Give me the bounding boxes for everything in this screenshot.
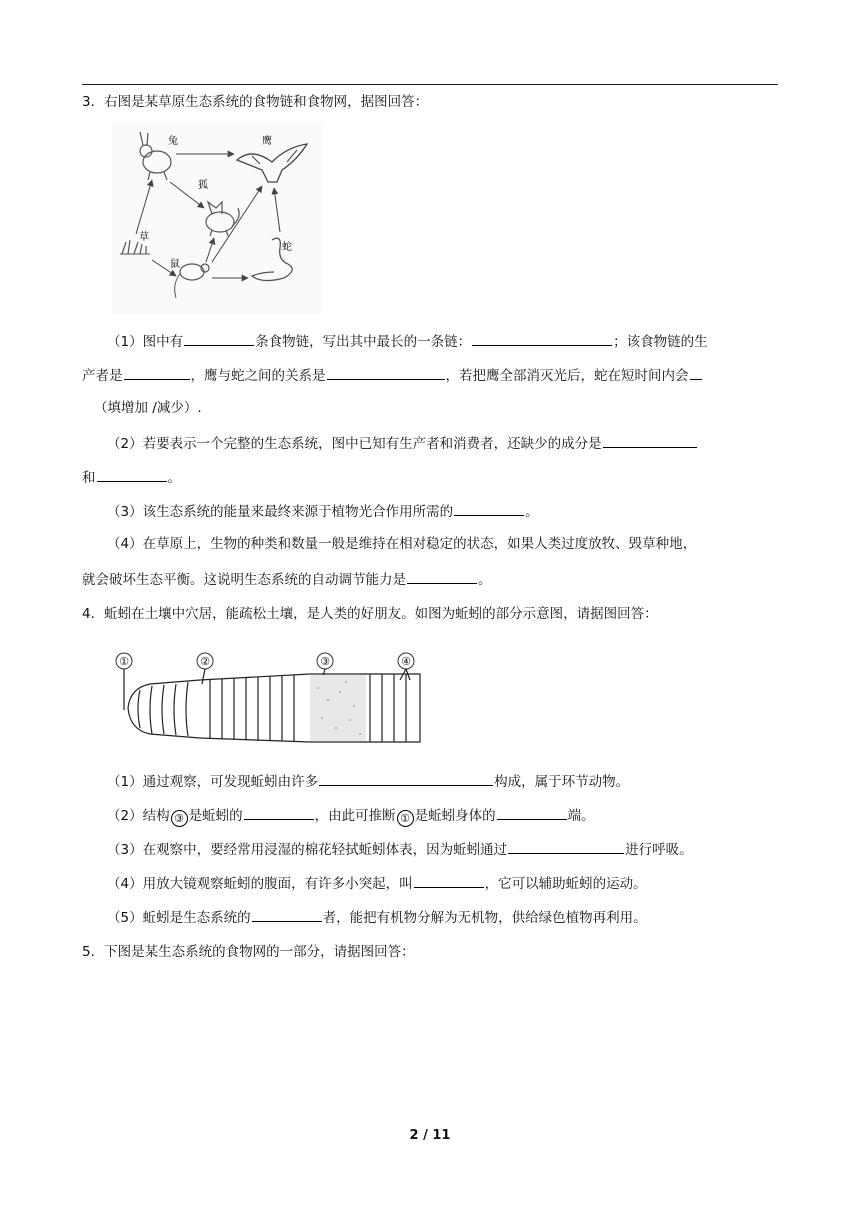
q5-stem: 5．下图是某生态系统的食物网的一部分，请据图回答： xyxy=(82,944,415,960)
answer-blank[interactable] xyxy=(244,804,314,820)
answer-blank[interactable] xyxy=(454,500,524,516)
fig-label-4: ④ xyxy=(401,655,411,668)
q3-part3: （3）该生态系统的能量来最终来源于植物光合作用所需的 。 xyxy=(107,500,539,522)
label-mouse: 鼠 xyxy=(170,259,180,270)
answer-blank[interactable] xyxy=(497,804,567,820)
answer-blank[interactable] xyxy=(603,432,697,448)
label-rabbit: 兔 xyxy=(168,136,178,147)
fig-label-1: ① xyxy=(119,655,129,668)
answer-blank[interactable] xyxy=(252,906,322,922)
answer-blank[interactable] xyxy=(327,364,445,380)
q3-part1-line2: 产者是 ，鹰与蛇之间的关系是 ，若把鹰全部消灭光后，蛇在短时间内会 xyxy=(82,364,703,386)
label-grass: 草 xyxy=(139,232,149,243)
answer-blank[interactable] xyxy=(184,330,254,346)
fig-label-2: ② xyxy=(200,655,210,668)
clitellum-shading xyxy=(310,675,366,741)
header-rule xyxy=(82,84,778,85)
q3-part2-line1: （2）若要表示一个完整的生态系统，图中已知有生产者和消费者，还缺少的成分是 xyxy=(107,432,698,454)
answer-blank[interactable] xyxy=(508,838,624,854)
fig-label-3: ③ xyxy=(320,655,330,668)
label-snake: 蛇 xyxy=(282,242,292,253)
answer-blank[interactable] xyxy=(472,330,612,346)
q4-part2: （2）结构 ③ 是蚯蚓的 ，由此可推断 ① 是蚯蚓身体的 端。 xyxy=(107,804,595,827)
q4-part1: （1）通过观察，可发现蚯蚓由许多 构成，属于环节动物。 xyxy=(107,770,629,792)
q4-part4: （4）用放大镜观察蚯蚓的腹面，有许多小突起，叫 ，它可以辅助蚯蚓的运动。 xyxy=(107,872,647,894)
earthworm-body xyxy=(124,669,420,742)
q4-part5: （5）蚯蚓是生态系统的 者，能把有机物分解为无机物，供给绿色植物再利用。 xyxy=(107,906,647,928)
answer-blank[interactable] xyxy=(319,770,493,786)
q3-part4-line2: 就会破坏生态平衡。这说明生态系统的自动调节能力是 。 xyxy=(82,568,492,590)
q4-stem: 4．蚯蚓在土壤中穴居，能疏松土壤，是人类的好朋友。如图为蚯蚓的部分示意图，请据图回答： xyxy=(82,606,658,622)
answer-blank[interactable] xyxy=(97,466,167,482)
q3-part2-line2: 和 。 xyxy=(82,466,181,488)
answer-blank[interactable] xyxy=(124,364,190,380)
page-number: 2 / 11 xyxy=(409,1128,451,1143)
label-eagle: 鹰 xyxy=(262,136,272,147)
q4-part3: （3）在观察中，要经常用浸湿的棉花轻拭蚯蚓体表，因为蚯蚓通过 进行呼吸。 xyxy=(107,838,693,860)
q3-stem: 3．右图是某草原生态系统的食物链和食物网，据图回答： xyxy=(82,94,429,110)
label-fox: 狐 xyxy=(198,180,208,191)
answer-blank[interactable] xyxy=(690,364,702,380)
q3-part1-line3: （填增加 /减少）. xyxy=(94,400,202,416)
q3-part1-line1: （1）图中有 条食物链，写出其中最长的一条链： ；该食物链的生 xyxy=(107,330,708,352)
earthworm-figure xyxy=(110,648,430,752)
answer-blank[interactable] xyxy=(407,568,477,584)
q3-part4-line1: （4）在草原上，生物的种类和数量一般是维持在相对稳定的状态，如果人类过度放牧、毁草种地， xyxy=(107,536,697,552)
food-web-figure xyxy=(112,122,322,318)
answer-blank[interactable] xyxy=(414,872,484,888)
